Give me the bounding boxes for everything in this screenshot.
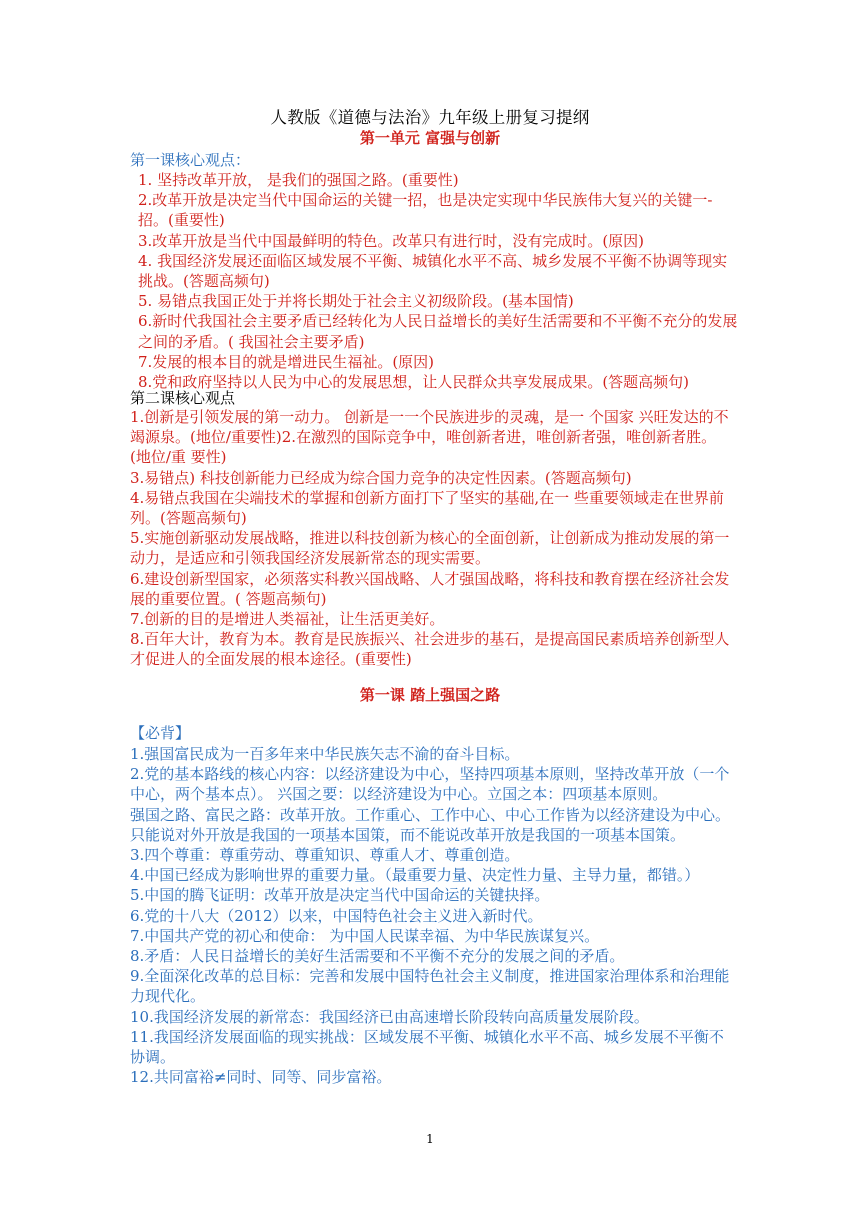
lesson2-core-list	[130, 407, 734, 670]
lesson1-list	[130, 744, 734, 1087]
list-item: 8.百年大计，教育为本。教育是民族振兴、社会进步的基石，是提高国民素质培养创新型人才促进人的全面发展的根本途径。(重要性)	[130, 630, 730, 669]
list-item: 8.矛盾：人民日益增长的美好生活需要和不平衡不充分的发展之间的矛盾。	[130, 947, 625, 966]
list-item: 1. 坚持改革开放， 是我们的强国之路。(重要性)	[138, 171, 459, 189]
lesson-title: 第一课 踏上强国之路	[359, 686, 501, 704]
list-item: 6.党的十八大（2012）以来，中国特色社会主义进入新时代。	[130, 906, 543, 925]
list-item: 4.中国已经成为影响世界的重要力量。（最重要力量、决定性力量、主导力量，都错。）	[130, 866, 700, 885]
list-item: 3.易错点) 科技创新能力已经成为综合国力竞争的决定性因素。(答题高频句)	[130, 468, 632, 487]
list-item: 3.四个尊重：尊重劳动、尊重知识、尊重人才、尊重创造。	[130, 846, 520, 865]
list-item: 7.发展的根本目的就是增进民生福祉。(原因)	[138, 352, 435, 371]
list-item: 2.改革开放是决定当代中国命运的关键一招，也是决定实现中华民族伟大复兴的关键一-招。(重要性)	[138, 191, 713, 230]
list-item: 4. 我国经济发展还面临区域发展不平衡、城镇化水平不高、城乡发展不平衡不协调等现实挑战。(答题高频句)	[138, 251, 728, 291]
lesson1-core-heading: 第一课核心观点：	[130, 151, 251, 169]
list-item: 2.党的基本路线的核心内容：以经济建设为中心，坚持四项基本原则，坚持改革开放（一个中心，两个基本点）。 兴国之要：以经济建设为中心。立国之本：四项基本原则。	[130, 765, 730, 804]
list-item: 3.改革开放是当代中国最鲜明的特色。改革只有进行时，没有完成时。(原因)	[138, 231, 645, 250]
list-item: 强国之路、富民之路：改革开放。工作重心、工作中心、中心工作皆为以经济建设为中心。只能说对外开放是我国的一项基本国策，而不能说改革开放是我国的一项基本国策。	[130, 805, 731, 844]
list-item: 6.建设创新型国家，必须落实科教兴国战略、人才强国战略，将科技和教育摆在经济社会发展的重要位置。( 答题高频句)	[130, 569, 730, 608]
lesson1-core-list	[138, 170, 738, 392]
page-number: 1	[426, 1132, 434, 1146]
must-memorize-label: 【必背】	[130, 724, 191, 742]
list-item: 5.实施创新驱动发展战略，推进以科技创新为核心的全面创新，让创新成为推动发展的第一动力，是适应和引领我国经济发展新常态的现实需要。	[130, 529, 730, 568]
list-item: 11.我国经济发展面临的现实挑战：区域发展不平衡、城镇化水平不高、城乡发展不平衡不协调。	[130, 1027, 724, 1067]
unit-title: 第一单元 富强与创新	[359, 129, 501, 147]
list-item: 1.强国富民成为一百多年来中华民族矢志不渝的奋斗目标。	[130, 745, 520, 763]
list-item: 4.易错点我国在尖端技术的掌握和创新方面打下了坚实的基础,在一 些重要领域走在世界前列。(答题高频句)	[130, 488, 724, 528]
document-title: 人教版《道德与法治》九年级上册复习提纲	[270, 108, 590, 127]
list-item: 7.中国共产党的初心和使命： 为中国人民谋幸福、为中华民族谋复兴。	[130, 926, 600, 945]
list-item: 10.我国经济发展的新常态：我国经济已由高速增长阶段转向高质量发展阶段。	[130, 1007, 649, 1026]
lesson2-core-heading: 第二课核心观点	[130, 389, 236, 407]
list-item: 1.创新是引领发展的第一动力。 创新是一一个民族进步的灵魂，是一 个国家 兴旺发达的不竭源泉。(地位/重要性)2.在激烈的国际竞争中，唯创新者进，唯创新者强，唯创新者胜。(地位/重 要性)	[130, 408, 729, 467]
list-item: 8.党和政府坚持以人民为中心的发展思想，让人民群众共享发展成果。(答题高频句)	[138, 373, 690, 392]
list-item: 7.创新的目的是增进人类福祉，让生活更美好。	[130, 610, 445, 629]
list-item: 5. 易错点我国正处于并将长期处于社会主义初级阶段。(基本国情)	[138, 292, 574, 311]
list-item: 6.新时代我国社会主要矛盾已经转化为人民日益增长的美好生活需要和不平衡不充分的发展之间的矛盾。( 我国社会主要矛盾)	[138, 312, 738, 351]
list-item: 9.全面深化改革的总目标：完善和发展中国特色社会主义制度，推进国家治理体系和治理能力现代化。	[130, 967, 730, 1006]
list-item: 5.中国的腾飞证明：改革开放是决定当代中国命运的关键抉择。	[130, 886, 550, 905]
list-item: 12.共同富裕≠同时、同等、同步富裕。	[130, 1068, 392, 1087]
